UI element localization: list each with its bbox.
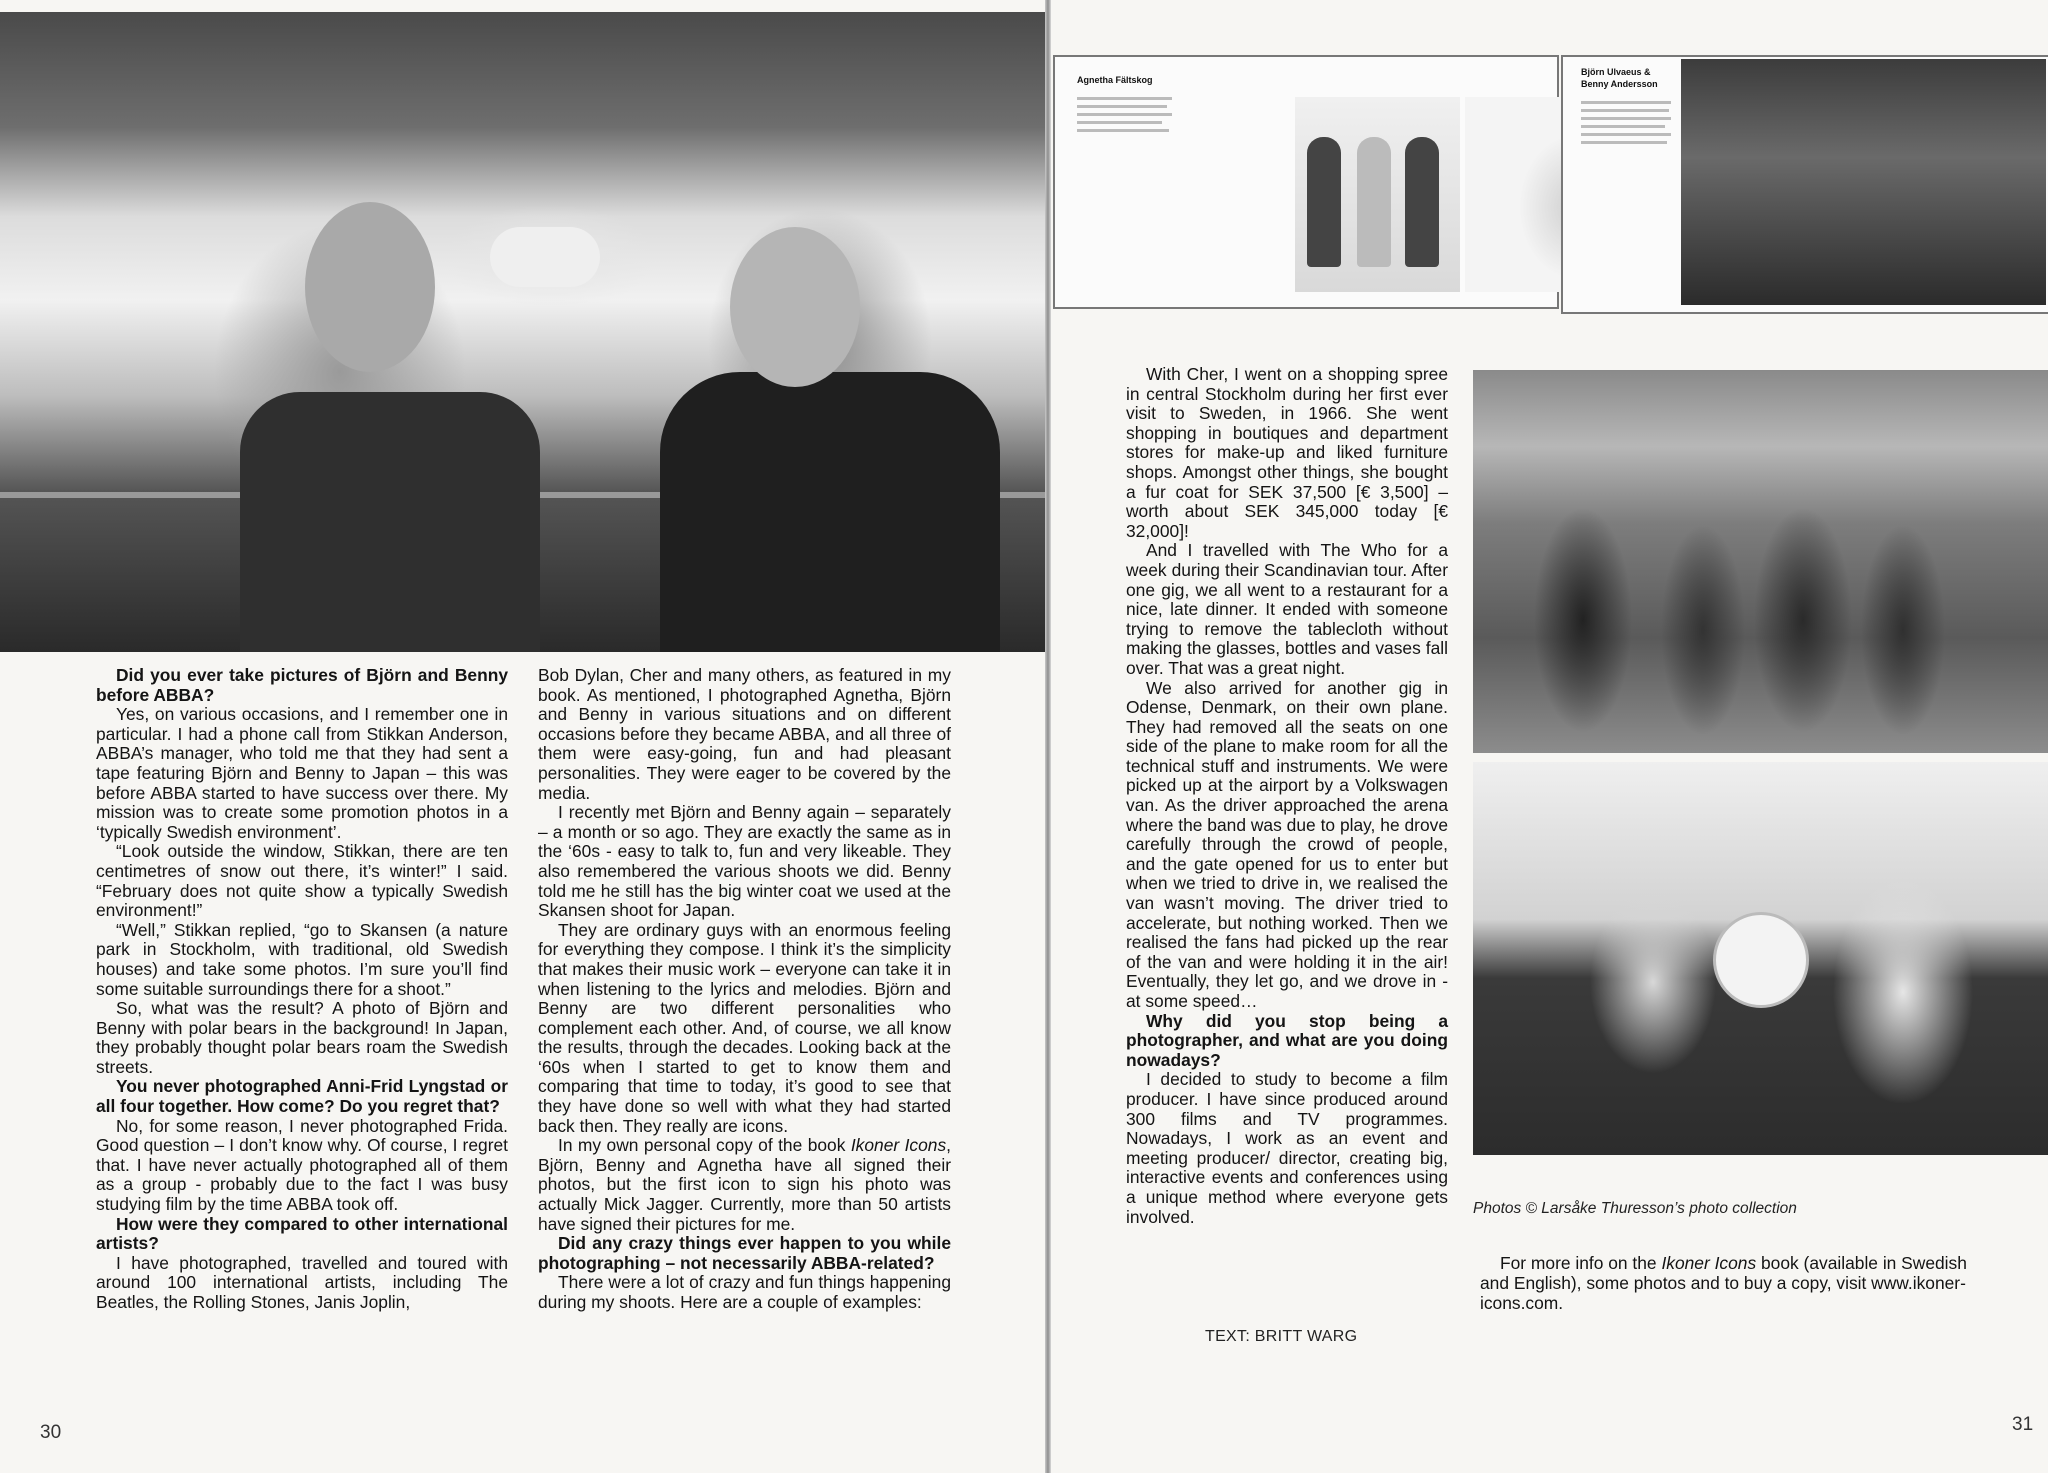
polar-bear-shape	[490, 227, 600, 287]
more-info-paragraph	[1480, 1253, 1990, 1313]
figure-shape	[1307, 137, 1341, 267]
page-number-left: 30	[40, 1422, 62, 1443]
spread-title-line-2: Benny Andersson	[1581, 79, 1658, 89]
paragraph: So, what was the result? A photo of Björn and Benny with polar bears in the background! In Japan, they probably thought polar bears roam the Swedish streets.	[96, 998, 508, 1077]
text-line	[1077, 97, 1172, 100]
question-heading: How were they compared to other international artists?	[96, 1213, 508, 1254]
text-run: For more info on the	[1500, 1253, 1662, 1273]
paragraph: And I travelled with The Who for a week during their Scandinavian tour. After one gig, we all went to a restaurant for a nice, late dinner. It ended with someone trying to remove the tablecloth without making the glasses, bottles and vases fall over. That was a great night.	[1126, 540, 1448, 678]
spread-title: Agnetha Fältskog	[1077, 75, 1153, 85]
question-heading: Did any crazy things ever happen to you while photographing – not necessarily ABBA-related?	[538, 1233, 951, 1273]
text-line	[1581, 141, 1667, 144]
question-heading: You never photographed Anni-Frid Lyngstad or all four together. How come? Do you regret that?	[96, 1076, 508, 1117]
text-line	[1581, 117, 1671, 120]
paragraph	[538, 1136, 951, 1234]
text-run: book (available in Swedish and English), some photos and to buy a copy, visit www.ikoner-icons.com.	[1480, 1253, 1967, 1313]
paragraph: “Well,” Stikkan replied, “go to Skansen (a nature park in Stockholm, with traditional, old Swedish houses) and take some photos. I’m sure you’ll find some suitable surroundings there for a shoot.”	[96, 919, 508, 999]
article-column-3	[1126, 365, 1448, 1227]
bjorn-benny-room-photo	[1681, 59, 2046, 305]
question-heading: Did you ever take pictures of Björn and Benny before ABBA?	[96, 665, 508, 705]
hairdryer-shape	[1713, 912, 1809, 1008]
paragraph: They are ordinary guys with an enormous feeling for everything they compose. I think it’s the simplicity that makes their music work – everyone can take it in when listening to the lyrics and melodies. Björn and Benny are two different personalities who complement each other. And, of course, we all know the results, through the decades. Looking back at the ‘60s when I started to get to know them and comparing that time to today, it’s good to see that they have done so well with what they had started back then. They really are icons.	[538, 919, 951, 1136]
paragraph: Yes, on various occasions, and I remember one in particular. I had a phone call from Stikkan Anderson, ABBA’s manager, who told me that they had sent a tape featuring Björn and Benny to Japan – this was before ABBA started to have success over there. My mission was to create some promotion photos in a ‘typically Swedish environment’.	[96, 704, 508, 842]
hairdryer-photo	[1473, 762, 2048, 1155]
bjorn-face-shape	[730, 227, 860, 387]
paragraph: No, for some reason, I never photographed Frida. Good question – I don’t know why. Of course, I regret that. I have never actually photographed all of them as a group - probably due to the fact I was busy studying film by the time ABBA took off.	[96, 1115, 508, 1215]
spread-title-line-1: Björn Ulvaeus &	[1581, 67, 1651, 77]
text-line	[1077, 105, 1167, 108]
book-title: Ikoner Icons	[1661, 1253, 1757, 1273]
book-spread-agnetha	[1053, 55, 1559, 309]
book-title: Ikoner Icons	[850, 1135, 947, 1156]
street-crowd-photo	[1473, 370, 2048, 753]
benny-face-shape	[305, 202, 435, 372]
text-line	[1581, 125, 1665, 128]
benny-coat-shape	[240, 392, 540, 652]
text-line	[1077, 113, 1172, 116]
photo-caption: Photos © Larsåke Thuresson’s photo collection	[1473, 1200, 1797, 1217]
text-line	[1581, 101, 1671, 104]
agnetha-group-photo	[1295, 97, 1460, 292]
text-run: In my own personal copy of the book	[558, 1135, 851, 1156]
paragraph: With Cher, I went on a shopping spree in central Stockholm during her first ever visit to Sweden, in 1966. She went shopping in boutiques and department stores for make-up and liked furniture shops. Amongst other things, she bought a fur coat for SEK 37,500 [€ 3,500] – worth about SEK 345,000 today [€ 32,000]!	[1126, 364, 1448, 541]
article-column-1	[96, 666, 508, 1313]
question-heading: Why did you stop being a photographer, and what are you doing nowadays?	[1126, 1010, 1448, 1070]
paragraph: Bob Dylan, Cher and many others, as featured in my book. As mentioned, I photographed Agnetha, Björn and Benny in various situations and on different occasions before they became ABBA, and all three of them were easy-going, fun and had pleasant personalities. They were eager to be covered by the media.	[538, 665, 951, 803]
bjorn-benny-polar-bear-photo	[0, 12, 1045, 652]
paragraph: There were a lot of crazy and fun things happening during my shoots. Here are a couple of examples:	[538, 1272, 951, 1312]
text-line	[1077, 121, 1162, 124]
text-line	[1581, 133, 1671, 136]
article-column-2	[538, 666, 951, 1313]
figure-shape	[1357, 137, 1391, 267]
text-line	[1581, 109, 1669, 112]
bjorn-coat-shape	[660, 372, 1000, 652]
paragraph: I have photographed, travelled and toured with around 100 international artists, including The Beatles, the Rolling Stones, Janis Joplin,	[96, 1252, 508, 1312]
text-line	[1077, 129, 1169, 132]
text-run: , Björn, Benny and Agnetha have all signed their photos, but the first icon to sign his photo was actually Mick Jagger. Currently, more than 50 artists have signed their pictures for me.	[538, 1135, 951, 1234]
paragraph: “Look outside the window, Stikkan, there are ten centimetres of snow out there, it’s winter!” I said. “February does not quite show a typically Swedish environment!”	[96, 841, 508, 921]
page-number-right: 31	[2012, 1414, 2034, 1435]
paragraph: I decided to study to become a film producer. I have since produced around 300 films and TV programmes. Nowadays, I work as an event and meeting producer/ director, creating big, interactive events and conferences using a unique method where everyone gets involved.	[1126, 1069, 1448, 1227]
paragraph: I recently met Björn and Benny again – separately – a month or so ago. They are exactly the same as in the ‘60s - easy to talk to, fun and very likeable. They also remembered the various shoots we did. Benny told me he still has the big winter coat we used at the Skansen shoot for Japan.	[538, 802, 951, 921]
paragraph: We also arrived for another gig in Odense, Denmark, on their own plane. They had removed all the seats on one side of the plane to make room for all the technical stuff and instruments. We were picked up at the airport by a Volkswagen van. As the driver approached the arena where the band was due to play, he drove carefully through the crowd of people, and the gate opened for us to enter but when we tried to drive in, we realised the van wasn’t moving. The driver tried to accelerate, but nothing worked. Then we realised the fans had picked up the rear of the van and were holding it in the air! Eventually, they let go, and we drove in - at some speed…	[1126, 677, 1448, 1011]
figure-shape	[1405, 137, 1439, 267]
book-spread-bjorn-benny	[1561, 55, 2048, 314]
text-credit: TEXT: BRITT WARG	[1205, 1328, 1358, 1345]
